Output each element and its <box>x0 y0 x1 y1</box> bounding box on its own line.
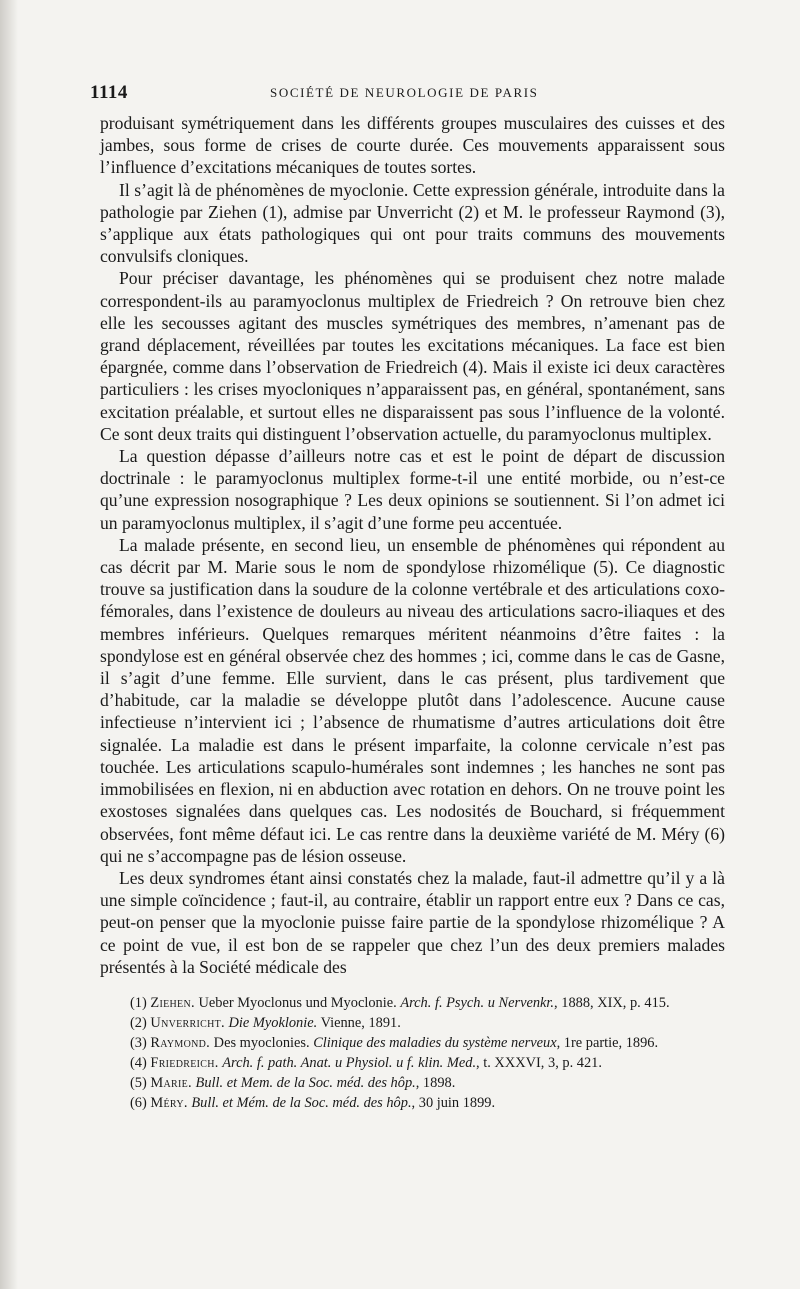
footnote-journal: Bull. et Mém. de la Soc. méd. des hôp. <box>191 1095 412 1111</box>
footnote <box>110 1053 730 1073</box>
page-number: 1114 <box>90 82 128 103</box>
footnote-author: Unverricht. <box>150 1015 225 1031</box>
footnote-tail: , 1re partie, 1896. <box>556 1035 659 1051</box>
footnote-author: Ziehen. <box>150 995 195 1011</box>
page-binding-shadow <box>0 0 18 1289</box>
footnote-tail: Vienne, 1891. <box>317 1015 401 1031</box>
footnote-author: Méry. <box>150 1095 188 1111</box>
footnote-tail: , 1898. <box>415 1075 456 1091</box>
footnote-number: (1) <box>130 995 147 1011</box>
page-header <box>90 82 550 106</box>
footnote-journal: Bull. et Mem. de la Soc. méd. des hôp. <box>195 1075 416 1091</box>
paragraph: produisant symétriquement dans les différents groupes musculaires des cuisses et des jambes, sous forme de crises de courte durée. Ces mouvements apparaissent sous l’influence d’excitations mécaniques de toutes sortes. <box>100 113 725 178</box>
footnote-author: Friedreich. <box>150 1055 219 1071</box>
footnote <box>110 1033 730 1053</box>
running-head: SOCIÉTÉ DE NEUROLOGIE DE PARIS <box>270 85 539 100</box>
footnote-author: Raymond. <box>150 1035 211 1051</box>
footnote-text: Ueber Myoclonus und Myoclonie. <box>194 995 401 1011</box>
paragraph: Il s’agit là de phénomènes de myoclonie. Cette expression générale, introduite dans la pathologie par Ziehen (1), admise par Unverricht (2) et M. le professeur Raymond (3), s’applique aux états pathologiques qui ont pour traits communs des mouvements convulsifs cloniques. <box>100 179 725 267</box>
paragraph: La malade présente, en second lieu, un ensemble de phénomènes qui répondent au cas décrit par M. Marie sous le nom de spondylose rhizomélique (5). Ce diagnostic trouve sa justification dans la soudure de la colonne vertébrale et des articulations coxo-fémorales, dans l’existence de douleurs au niveau des articulations sacro-iliaques et des membres inférieurs. Quelques remarques méritent néanmoins d’être faites : la spondylose est en général observée chez des hommes ; ici, comme dans le cas de Gasne, il s’agit d’une femme. Elle survient, dans le cas présent, plus tardivement que d’habitude, car la maladie se développe plutôt dans l’adolescence. Aucune cause infectieuse n’intervient ici ; l’absence de rhumatisme d’autres articulations doit être signalée. La maladie est dans le présent imparfaite, la colonne cervicale n’est pas touchée. Les articulations scapulo-humérales sont indemnes ; les hanches ne sont pas immobilisées en flexion, ni en abduction avec rotation en dehors. On ne trouve point les exostoses signalées dans quelques cas. Les nodosités de Bouchard, si fréquemment observées, font même défaut ici. Le cas rentre dans la deuxième variété de M. Méry (6) qui ne s’accompagne pas de lésion osseuse. <box>100 534 725 866</box>
footnote <box>110 1093 730 1113</box>
footnote-tail: , 1888, XIX, p. 415. <box>554 995 670 1011</box>
body-text <box>100 112 725 978</box>
footnote-text: Des myoclonies. <box>210 1035 314 1051</box>
footnote-journal: Arch. f. path. Anat. u Physiol. u f. klin. Med. <box>222 1055 477 1071</box>
footnote <box>110 1073 730 1093</box>
footnote-number: (3) <box>130 1035 147 1051</box>
footnote-number: (6) <box>130 1095 147 1111</box>
paragraph: Pour préciser davantage, les phénomènes qui se produisent chez notre malade correspondent-ils au paramyoclonus multiplex de Friedreich ? On retrouve bien chez elle les secousses agitant des muscles symétriques des membres, n’amenant pas de grand déplacement, réveillées par toutes les excitations mécaniques. La face est bien épargnée, comme dans l’observation de Friedreich (4). Mais il existe ici deux caractères particuliers : les crises myocloniques n’apparaissent pas, en général, spontanément, sans excitation préalable, et surtout elles ne disparaissent pas sous l’influence de la volonté. Ce sont deux traits qui distinguent l’observation actuelle, du paramyoclonus multiplex. <box>100 268 725 444</box>
footnote <box>110 993 730 1013</box>
footnote-author: Marie. <box>150 1075 192 1091</box>
footnote <box>110 1013 730 1033</box>
footnote-journal: Arch. f. Psych. u Nervenkr. <box>400 995 555 1011</box>
paragraph: Les deux syndromes étant ainsi constatés chez la malade, faut-il admettre qu’il y a là une simple coïncidence ; faut-il, au contraire, établir un rapport entre eux ? Dans ce cas, peut-on penser que la myoclonie puisse faire partie de la spondylose rhizomélique ? A ce point de vue, il est bon de se rappeler que chez l’un des deux premiers malades présentés à la Société médicale des <box>100 867 725 977</box>
paragraph: La question dépasse d’ailleurs notre cas et est le point de départ de discussion doctrinale : le paramyoclonus multiplex forme-t-il une entité morbide, ou n’est-ce qu’une expression nosographique ? Les deux opinions se soutiennent. Si l’on admet ici un paramyoclonus multiplex, il s’agit d’une forme peu accentuée. <box>100 446 725 533</box>
footnote-journal: Clinique des maladies du système nerveux <box>313 1035 557 1051</box>
footnote-tail: , t. XXXVI, 3, p. 421. <box>476 1055 602 1071</box>
footnote-number: (5) <box>130 1075 147 1091</box>
footnote-number: (2) <box>130 1015 147 1031</box>
footnotes <box>110 993 730 1113</box>
footnote-journal: Die Myoklonie. <box>228 1015 318 1031</box>
footnote-tail: , 30 juin 1899. <box>411 1095 496 1111</box>
footnote-number: (4) <box>130 1055 147 1071</box>
